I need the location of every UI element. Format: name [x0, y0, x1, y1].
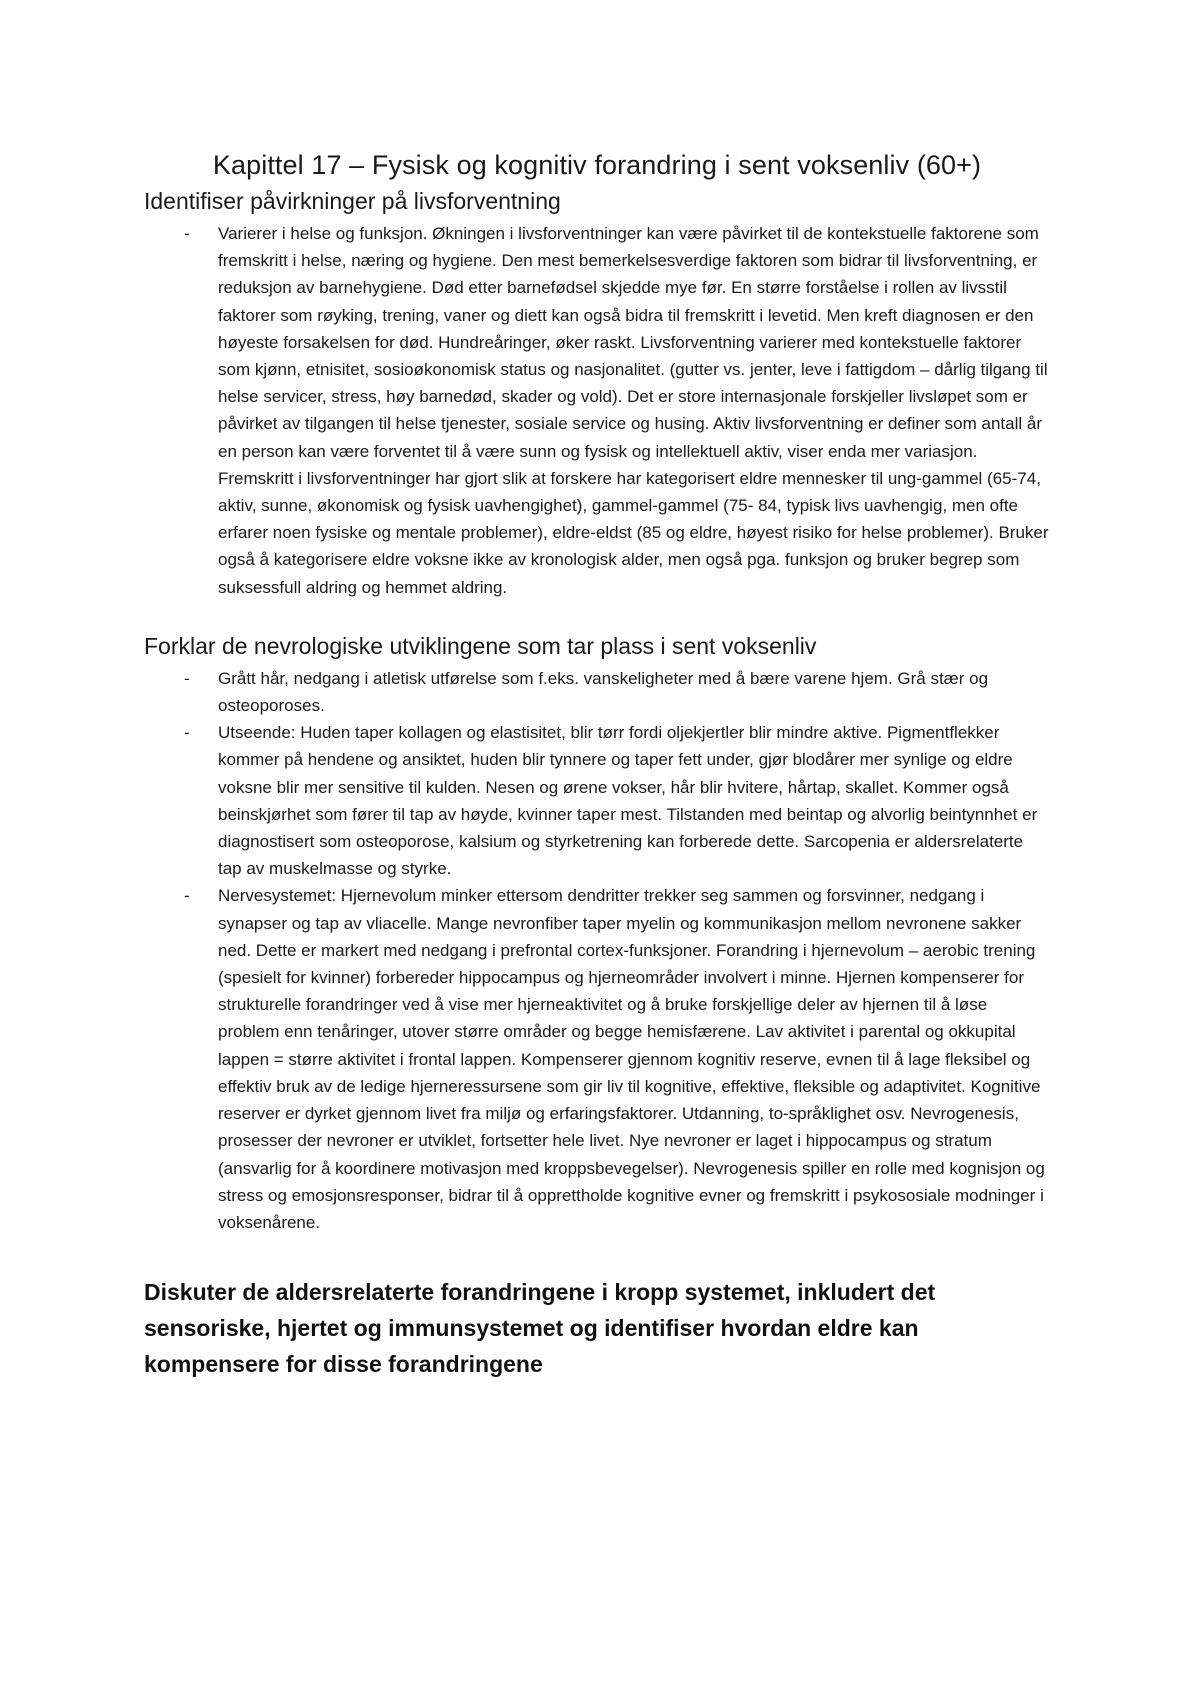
- list-item: [144, 882, 1050, 1236]
- bullet-marker: -: [184, 224, 190, 243]
- document-title: Kapittel 17 – Fysisk og kognitiv forandring i sent voksenliv (60+): [212, 150, 982, 180]
- list-item: [144, 665, 1050, 719]
- bullet-marker: -: [184, 668, 190, 688]
- list-item: [144, 220, 1050, 601]
- section-heading-life-expectancy: Identifiser påvirkninger på livsforventning: [144, 188, 561, 214]
- bullet-list-neurological: [144, 665, 1050, 1236]
- bullet-list-life-expectancy: [144, 220, 1050, 601]
- list-item-text: Nervesystemet: Hjernevolum minker ettersom dendritter trekker seg sammen og forsvinner, nedgang i synapser og tap av vliacelle. Mange nevronfiber taper myelin og kommunikasjon mellom nevronene sakker ned. Dette er markert med nedgang i prefrontal cortex-funksjoner. Forandring i hjernevolum – aerobic trening (spesielt for kvinner) forbereder hippocampus og hjerneområder involvert i minne. Hjernen kompenserer for strukturelle forandringer ved å vise mer hjerneaktivitet og å bruke forskjellige deler av hjernen til å løse problem enn tenåringer, utover større områder og begge hemisfærene. Lav aktivitet i parental og okkupital lappen = større aktivitet i frontal lappen. Kompenserer gjennom kognitiv reserve, evnen til å lage fleksibel og effektiv bruk av de ledige hjerneressursene som gir liv til kognitive, effektive, fleksible og adaptivitet. Kognitive reserver er dyrket gjennom livet fra miljø og erfaringsfaktorer. Utdanning, to-språklighet osv. Nevrogenesis, prosesser der nevroner er utviklet, fortsetter hele livet. Nye nevroner er laget i hippocampus og stratum (ansvarlig for å koordinere motivasjon med kroppsbevegelser). Nevrogenesis spiller en rolle med kognisjon og stress og emosjonsresponser, bidrar til å opprettholde kognitive evner og fremskritt i psykososiale modninger i voksenårene.: [218, 886, 1045, 1232]
- list-item-text: Utseende: Huden taper kollagen og elastisitet, blir tørr fordi oljekjertler blir mindre aktive. Pigmentflekker kommer på hendene og ansiktet, huden blir tynnere og taper fett under, gjør blodårer mer synlige og eldre voksne blir mer sensitive til kulden. Nesen og ørene vokser, hår blir hvitere, hårtap, skallet. Kommer også beinskjørhet som fører til tap av høyde, kvinner taper mest. Tilstanden med beintap og alvorlig beintynnhet er diagnostisert som osteoporose, kalsium og styrketrening kan forberede dette. Sarcopenia er aldersrelaterte tap av muskelmasse og styrke.: [218, 723, 1038, 879]
- section-heading-neurological: Forklar de nevrologiske utviklingene som tar plass i sent voksenliv: [144, 632, 817, 659]
- list-item: [144, 719, 1050, 882]
- bullet-marker: -: [184, 886, 190, 906]
- bullet-marker: -: [184, 723, 190, 743]
- list-item-text: Grått hår, nedgang i atletisk utførelse som f.eks. vanskeligheter med å bære varene hjem. Grå stær og osteoporoses.: [218, 668, 989, 716]
- list-item-text: Varierer i helse og funksjon. Økningen i livsforventninger kan være påvirket til de kontekstuelle faktorene som fremskritt i helse, næring og hygiene. Den mest bemerkelsesverdige faktoren som bidrar til livsforventning, er reduksjon av barnehygiene. Død etter barnefødsel skjedde mye før. En større forståelse i rollen av livsstil faktorer som røyking, trening, vaner og diett kan også bidra til fremskritt i levetid. Men kreft diagnosen er den høyeste forsakelsen for død. Hundreåringer, øker raskt. Livsforventning varierer med kontekstuelle faktorer som kjønn, etnisitet, sosioøkonomisk status og nasjonalitet. (gutter vs. jenter, leve i fattigdom – dårlig tilgang til helse servicer, stress, høy barnedød, skader og vold). Det er store internasjonale forskjeller livsløpet som er påvirket av tilgangen til helse tjenester, sosiale service og husing. Aktiv livsforventning er definer som antall år en person kan være forventet til å være sunn og fysisk og intellektuell aktiv, viser enda mer variasjon. Fremskritt i livsforventninger har gjort slik at forskere har kategorisert eldre mennesker til ung-gammel (65-74, aktiv, sunne, økonomisk og fysisk uavhengighet), gammel-gammel (75- 84, typisk livs uavhengig, men ofte erfarer noen fysiske og mentale problemer), eldre-eldst (85 og eldre, høyest risiko for helse problemer). Bruker også å kategorisere eldre voksne ikke av kronologisk alder, men også pga. funksjon og bruker begrep som suksessfull aldring og hemmet aldring.: [218, 224, 1049, 597]
- section-heading-body-systems: Diskuter de aldersrelaterte forandringene i kropp systemet, inkludert det sensoriske, hjertet og immunsystemet og identifiser hvordan eldre kan kompensere for disse forandringene: [144, 1279, 936, 1378]
